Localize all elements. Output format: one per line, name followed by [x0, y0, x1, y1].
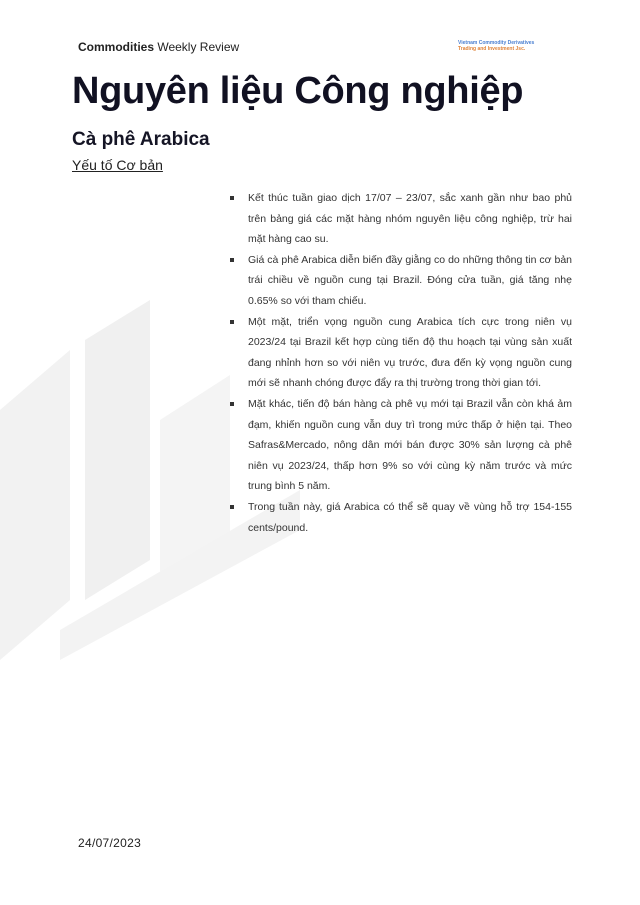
company-logo: [458, 40, 534, 52]
bullet-list: [228, 188, 572, 538]
section-heading: Yếu tố Cơ bản: [72, 157, 163, 173]
page-title: Nguyên liệu Công nghiệp: [72, 70, 524, 112]
company-name-line1: Vietnam Commodity Derivatives: [458, 40, 535, 46]
bullet-item: Trong tuần này, giá Arabica có thể sẽ quay về vùng hỗ trợ 154-155 cents/pound.: [228, 497, 572, 538]
header-brand: [78, 40, 239, 54]
brand-bold: Commodities: [78, 40, 155, 54]
page-subtitle: Cà phê Arabica: [72, 129, 210, 150]
bullet-item: Mặt khác, tiến độ bán hàng cà phê vụ mới tại Brazil vẫn còn khá ảm đạm, khiến nguồn cung vẫn duy trì trong mức thấp ở hiện tại. Theo Safras&Mercado, nông dân mới bán được 30% sản lượng cà phê niên vụ 2023/24, thấp hơn 9% so với cùng kỳ năm trước và mức trung bình 5 năm.: [228, 394, 572, 497]
company-name-line2: Trading and Investment Jsc.: [458, 46, 526, 52]
bullet-item: Kết thúc tuần giao dịch 17/07 – 23/07, sắc xanh gần như bao phủ trên bảng giá các mặt hàng nhóm nguyên liệu công nghiệp, trừ hai mặt hàng cao su.: [228, 188, 572, 250]
bullet-item: Một mặt, triển vọng nguồn cung Arabica tích cực trong niên vụ 2023/24 tại Brazil kết hợp cùng tiến độ thu hoạch tại vùng sản xuất đang nhỉnh hơn so với niên vụ trước, đưa đến kỳ vọng nguồn cung mới sẽ nhanh chóng được đẩy ra thị trường trong thời gian tới.: [228, 312, 572, 394]
report-date: 24/07/2023: [78, 836, 142, 850]
brand-rest: Weekly Review: [154, 40, 240, 54]
bullet-item: Giá cà phê Arabica diễn biến đầy giằng co do những thông tin cơ bản trái chiều về nguồn cung tại Brazil. Đóng cửa tuần, giá tăng nhẹ 0.65% so với tham chiếu.: [228, 250, 572, 312]
